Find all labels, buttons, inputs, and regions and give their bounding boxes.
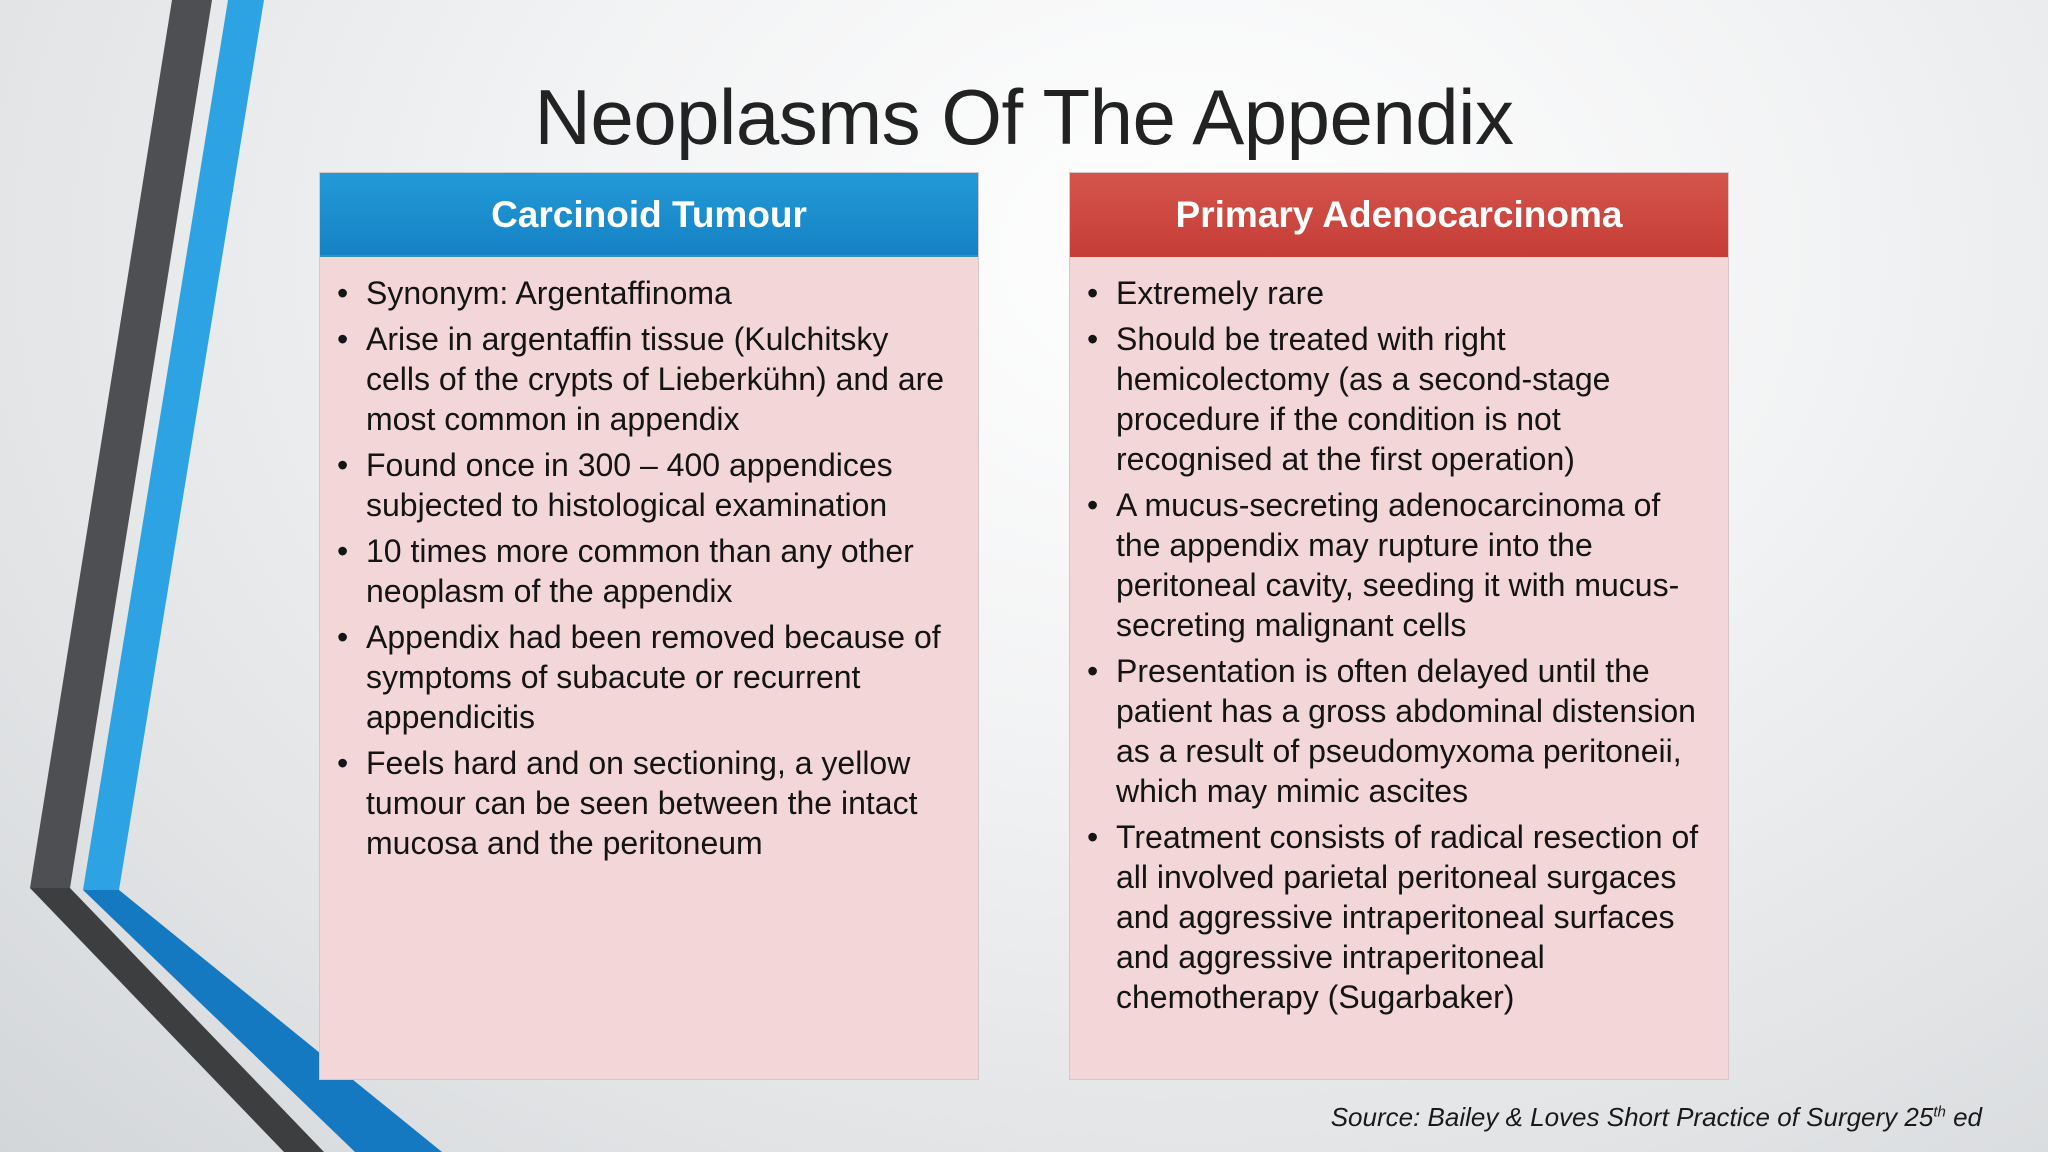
carcinoid-bullet-frequency: • Found once in 300 – 400 appendices subjected to histological examination — [337, 445, 958, 525]
carcinoid-bullet-commonness: • 10 times more common than any other neoplasm of the appendix — [337, 531, 958, 611]
adenocarcinoma-bullet-presentation: • Presentation is often delayed until the patient has a gross abdominal distension as a result of pseudomyxoma peritoneii, which may mimic ascites — [1087, 651, 1708, 811]
carcinoid-tumour-panel — [319, 172, 979, 1080]
adenocarcinoma-bullet-rarity: • Extremely rare — [1087, 273, 1708, 313]
primary-adenocarcinoma-panel — [1069, 172, 1729, 1080]
dark-stripe-lower — [30, 888, 324, 1152]
source-citation — [1331, 1102, 1982, 1133]
carcinoid-bullet-synonym: • Synonym: Argentaffinoma — [337, 273, 958, 313]
primary-adenocarcinoma-header: Primary Adenocarcinoma — [1070, 173, 1728, 257]
primary-adenocarcinoma-list — [1070, 257, 1728, 1017]
adenocarcinoma-bullet-treatment-radical: • Treatment consists of radical resection of all involved parietal peritoneal surgaces and aggressive intraperitoneal surfaces and aggressive intraperitoneal chemotherapy (Sugarbaker) — [1087, 817, 1708, 1017]
adenocarcinoma-bullet-treatment-surgery: • Should be treated with right hemicolectomy (as a second-stage procedure if the condition is not recognised at the first operation) — [1087, 319, 1708, 479]
slide-title: Neoplasms Of The Appendix — [534, 73, 1514, 161]
carcinoid-bullet-origin: • Arise in argentaffin tissue (Kulchitsky cells of the crypts of Lieberkühn) and are most common in appendix — [337, 319, 958, 439]
source-citation-suffix: ed — [1945, 1102, 1982, 1132]
source-citation-superscript: th — [1933, 1103, 1946, 1121]
carcinoid-bullet-appearance: • Feels hard and on sectioning, a yellow tumour can be seen between the intact mucosa and the peritoneum — [337, 743, 958, 863]
carcinoid-tumour-list — [320, 257, 978, 863]
carcinoid-tumour-header: Carcinoid Tumour — [320, 173, 978, 257]
adenocarcinoma-bullet-rupture: • A mucus-secreting adenocarcinoma of the appendix may rupture into the peritoneal cavity, seeding it with mucus-secreting malignant cells — [1087, 485, 1708, 645]
source-citation-text: Source: Bailey & Loves Short Practice of Surgery 25 — [1330, 1102, 1934, 1132]
carcinoid-bullet-removal: • Appendix had been removed because of symptoms of subacute or recurrent appendicitis — [337, 617, 958, 737]
